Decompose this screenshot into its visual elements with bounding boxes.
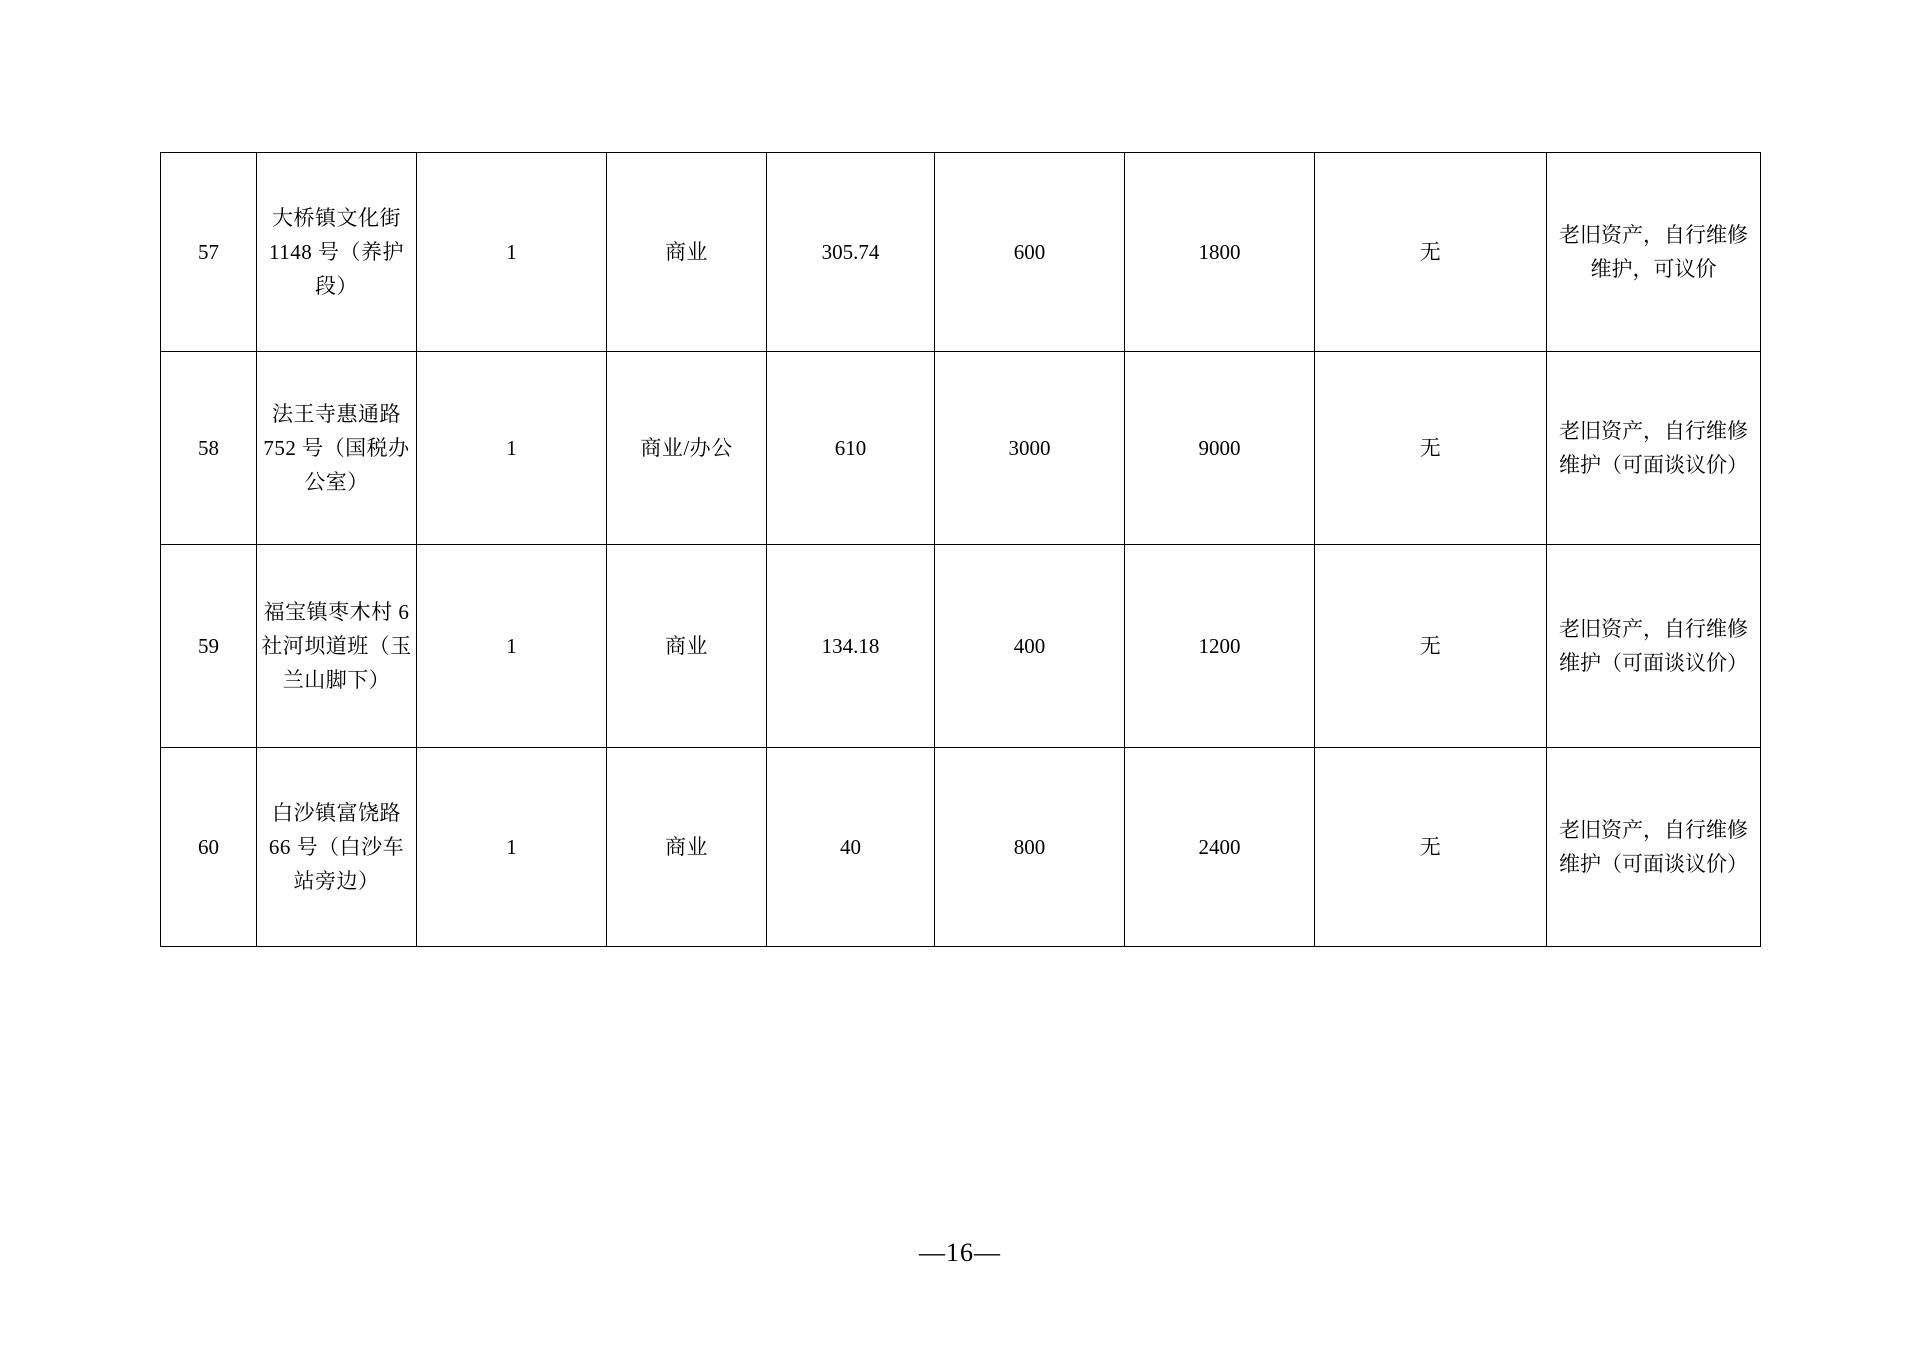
row-address: 大桥镇文化街 1148 号（养护段） <box>257 153 417 352</box>
row-unit-price: 800 <box>935 748 1125 947</box>
row-area: 305.74 <box>767 153 935 352</box>
row-area: 40 <box>767 748 935 947</box>
page-number: —16— <box>919 1238 1001 1267</box>
table-row <box>161 545 1761 748</box>
row-address: 福宝镇枣木村 6 社河坝道班（玉兰山脚下） <box>257 545 417 748</box>
row-unit-price: 600 <box>935 153 1125 352</box>
row-area: 134.18 <box>767 545 935 748</box>
row-unit-price: 400 <box>935 545 1125 748</box>
row-usage: 商业 <box>607 748 767 947</box>
row-note: 无 <box>1315 352 1547 545</box>
row-total-price: 1800 <box>1125 153 1315 352</box>
asset-table-container <box>160 152 1760 947</box>
row-usage: 商业 <box>607 153 767 352</box>
row-address: 白沙镇富饶路 66 号（白沙车站旁边） <box>257 748 417 947</box>
row-remark: 老旧资产，自行维修维护（可面谈议价） <box>1547 748 1761 947</box>
row-quantity: 1 <box>417 153 607 352</box>
row-quantity: 1 <box>417 748 607 947</box>
row-remark: 老旧资产，自行维修维护（可面谈议价） <box>1547 545 1761 748</box>
row-address: 法王寺惠通路 752 号（国税办公室） <box>257 352 417 545</box>
row-quantity: 1 <box>417 545 607 748</box>
table-row <box>161 748 1761 947</box>
row-note: 无 <box>1315 545 1547 748</box>
row-usage: 商业/办公 <box>607 352 767 545</box>
table-row <box>161 153 1761 352</box>
table-row <box>161 352 1761 545</box>
row-index: 59 <box>161 545 257 748</box>
row-area: 610 <box>767 352 935 545</box>
row-quantity: 1 <box>417 352 607 545</box>
row-total-price: 9000 <box>1125 352 1315 545</box>
asset-table <box>160 152 1761 947</box>
row-usage: 商业 <box>607 545 767 748</box>
row-note: 无 <box>1315 153 1547 352</box>
row-total-price: 1200 <box>1125 545 1315 748</box>
row-remark: 老旧资产，自行维修维护，可议价 <box>1547 153 1761 352</box>
row-total-price: 2400 <box>1125 748 1315 947</box>
row-index: 60 <box>161 748 257 947</box>
row-remark: 老旧资产，自行维修维护（可面谈议价） <box>1547 352 1761 545</box>
row-note: 无 <box>1315 748 1547 947</box>
row-index: 58 <box>161 352 257 545</box>
row-index: 57 <box>161 153 257 352</box>
row-unit-price: 3000 <box>935 352 1125 545</box>
